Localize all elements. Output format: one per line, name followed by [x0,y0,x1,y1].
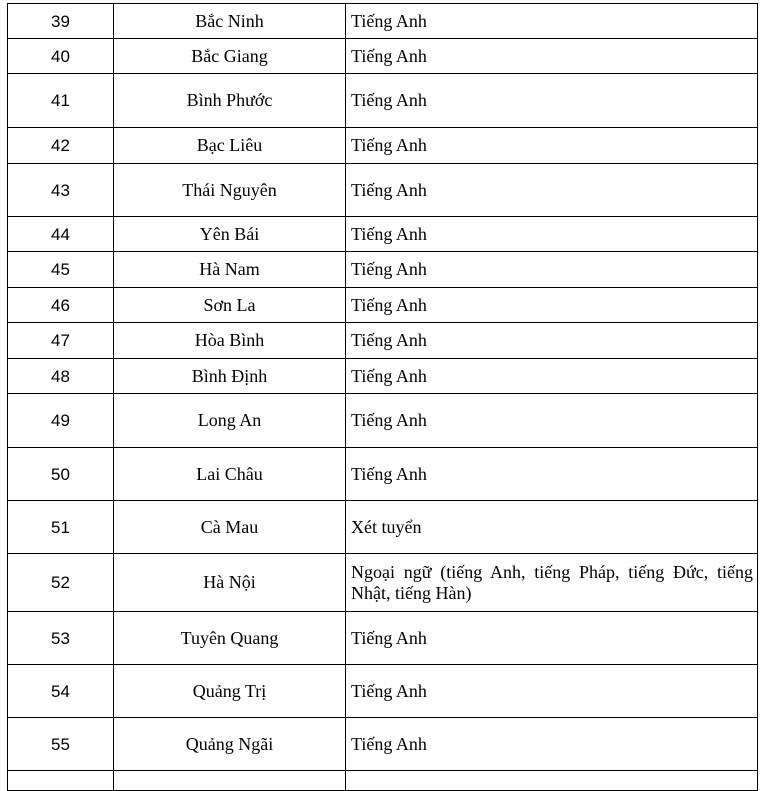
province-name: Thái Nguyên [114,164,346,217]
province-name: Bắc Giang [114,39,346,74]
exam-subject: Tiếng Anh [346,39,758,74]
table-row [8,665,758,718]
table-row [8,612,758,665]
row-number: 55 [8,718,114,771]
province-name: Hòa Bình [114,323,346,359]
exam-subject: Tiếng Anh [346,74,758,128]
row-number: 41 [8,74,114,128]
row-number: 49 [8,394,114,448]
table-row [8,323,758,359]
province-name: Cà Mau [114,501,346,554]
exam-subject: Tiếng Anh [346,323,758,359]
row-number: 40 [8,39,114,74]
table-row [8,252,758,288]
province-name: Bạc Liêu [114,128,346,164]
table-row [8,74,758,128]
row-number: 47 [8,323,114,359]
province-name: Bình Phước [114,74,346,128]
table-row [8,128,758,164]
row-number: 39 [8,4,114,39]
table-row [8,554,758,612]
table-row [8,718,758,771]
exam-subject: Xét tuyển [346,501,758,554]
row-number: 44 [8,217,114,252]
province-name: Tuyên Quang [114,612,346,665]
exam-subject: Tiếng Anh [346,252,758,288]
table-row [8,359,758,394]
table-row [8,501,758,554]
province-name: Lai Châu [114,448,346,501]
table-row [8,4,758,39]
province-name: Sơn La [114,288,346,323]
province-name: Quảng Trị [114,665,346,718]
table-row [8,164,758,217]
exam-subject: Tiếng Anh [346,217,758,252]
exam-subject: Tiếng Anh [346,4,758,39]
exam-subject: Tiếng Anh [346,612,758,665]
province-name: Bình Định [114,359,346,394]
exam-subject: Tiếng Anh [346,718,758,771]
row-number: 48 [8,359,114,394]
row-number: 51 [8,501,114,554]
row-number: 54 [8,665,114,718]
province-name: Long An [114,394,346,448]
province-name: Quảng Ngãi [114,718,346,771]
row-number: 43 [8,164,114,217]
exam-subject: Tiếng Anh [346,288,758,323]
exam-subject: Tiếng Anh [346,359,758,394]
exam-subject: Tiếng Anh [346,665,758,718]
province-name: Hà Nam [114,252,346,288]
table-row [8,448,758,501]
row-number: 46 [8,288,114,323]
row-number: 52 [8,554,114,612]
row-number: 50 [8,448,114,501]
province-name: Bắc Ninh [114,4,346,39]
table-row [8,39,758,74]
province-name: Yên Bái [114,217,346,252]
exam-subject: Tiếng Anh [346,128,758,164]
exam-subject: Ngoại ngữ (tiếng Anh, tiếng Pháp, tiếng Đức, tiếng Nhật, tiếng Hàn) [346,554,758,612]
table-row [8,394,758,448]
province-name: Hà Nội [114,554,346,612]
row-number: 42 [8,128,114,164]
row-number: 53 [8,612,114,665]
exam-subject: Tiếng Anh [346,448,758,501]
table-row [8,288,758,323]
exam-subject-table [7,3,758,791]
table-row [8,217,758,252]
row-number: 45 [8,252,114,288]
exam-subject: Tiếng Anh [346,164,758,217]
exam-subject: Tiếng Anh [346,394,758,448]
